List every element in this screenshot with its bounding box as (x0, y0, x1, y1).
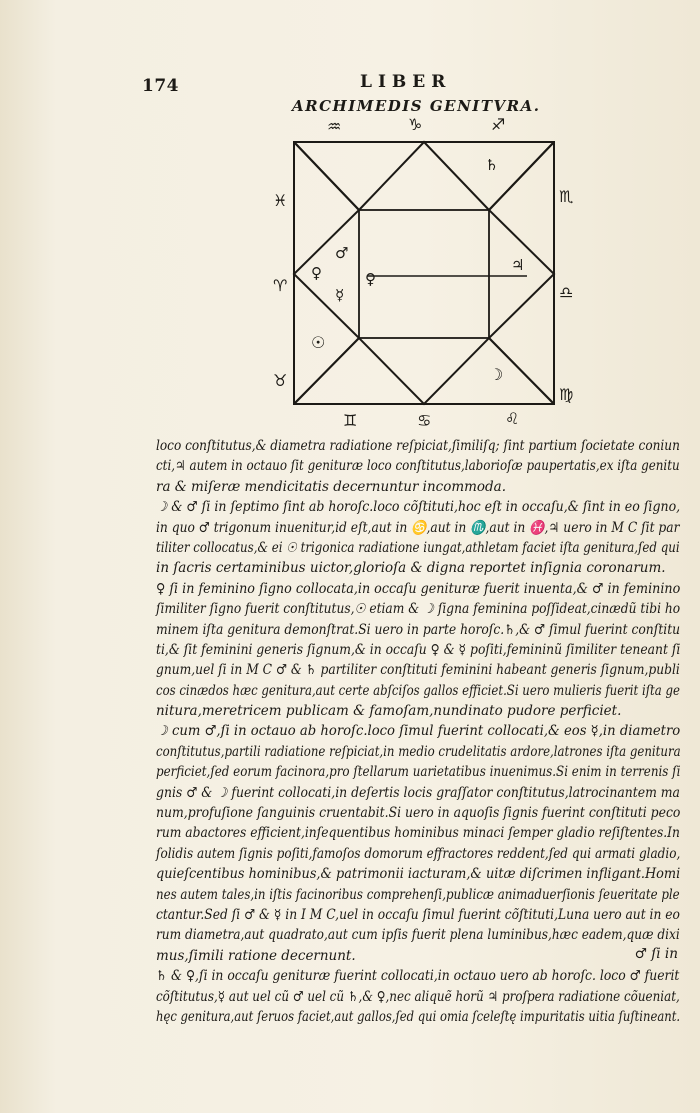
sign-right-2: ♎ (559, 283, 574, 302)
sign-top-1: ♒ (327, 117, 342, 136)
text-line: mus,ſimili ratione decernunt. (156, 947, 356, 964)
running-head: LIBER (360, 72, 452, 92)
text-line: quieſcentibus hominibus,& patrimonii iacturam,& uitæ diſcrimen infligant.Homi (156, 866, 681, 883)
text-line: ſolidis autem ſignis poſiti,famoſos domorum effractores reddent,ſed qui armati gladio, (156, 845, 681, 862)
venus-center: ♀ (365, 270, 376, 288)
text-line: num,profuſione ſanguinis cruentabit.Si uero in aquoſis ſignis fuerint conſtituti peco (156, 805, 681, 822)
chart-bottom-triangles (294, 338, 554, 404)
venus-in-chart: ♀ (311, 264, 322, 282)
text-line: ♄ & ♀,ſi in occaſu genituræ fuerint collocati,in octauo uero ab horoſc. loco ♂ fuerit (156, 968, 680, 985)
text-line: minem iſta genitura demonſtrat.Si uero in parte horoſc.♄,& ♂ ſimul fuerint conſtitu (156, 621, 681, 638)
text-line: ti,& ſit feminini generis ſignum,& in occaſu ♀ & ☿ poſiti,femininũ ſimiliter teneant ſi (156, 641, 681, 658)
text-line: conſtitutus,partili radiatione reſpiciat,in medio crudelitatis ardore,latrones iſta genitura (156, 743, 681, 760)
sign-bottom-3: ♌ (505, 409, 520, 428)
sign-left-2: ♈ (273, 276, 288, 295)
sign-bottom-2: ♋ (417, 411, 432, 430)
sign-left-1: ♓ (273, 191, 288, 210)
chart-left-triangles (294, 142, 359, 404)
text-line: tiliter collocatus,& ei ☉ trigonica radiatione iungat,athletam faciet iſta genitura,ſed qui (156, 539, 680, 556)
text-line: hęc genitura,aut ſeruos faciet,aut gallos,ſed qui omia ſceleſtę impuritatis uitia ſuſtineant. (156, 1008, 681, 1025)
jupiter-in-chart: ♃ (511, 256, 525, 274)
text-line: cõſtitutus,☿ aut uel cũ ♂ uel cũ ♄,& ♀,nec aliquẽ horũ ♃ proſpera radiatione cõueniat, (156, 988, 680, 1005)
moon-in-chart: ☽ (489, 365, 504, 384)
text-line: gnis ♂ & ☽ fuerint collocati,in deſertis locis graſſator conſtitutus,latrocinantem ma (156, 784, 680, 801)
page-number: 174 (142, 76, 179, 96)
sign-right-3: ♍ (559, 385, 574, 404)
body-text (156, 436, 684, 1027)
text-line: ☽ & ♂ ſi in ſeptimo ſint ab horoſc.loco cõſtituti,hoc eſt in occaſu,& ſint in eo ſigno, (156, 499, 681, 516)
text-line: cti,♃ autem in octauo ſit genituræ loco conſtitutus,laborioſæ paupertatis,ex iſta genitu (156, 458, 680, 475)
text-line: gnum,uel ſi in M C ♂ & ♄ partiliter conſtituti feminini habeant generis ſignum,publi (156, 662, 680, 679)
text-line: ra & miſeræ mendicitatis decernuntur incommoda. (156, 478, 507, 495)
text-line: nes autem tales,in iſtis facinoribus comprehenſi,publicæ animaduerſionis ſeueritate ple (156, 886, 680, 903)
figure-title: ARCHIMEDIS GENITVRA. (292, 97, 541, 115)
text-line: in ſacris certaminibus uictor,glorioſa & digna reportet inſignia coronarum. (156, 560, 666, 577)
text-line: loco conſtitutus,& diametra radiatione reſpiciat,ſimiliſq; ſint partium ſocietate coniun (156, 438, 680, 454)
text-line: rum diametra,aut quadrato,aut cum ipſis fuerit plena luminibus,hæc eadem,quæ dixi (156, 927, 680, 944)
horoscope-chart (255, 108, 595, 428)
text-line: in quo ♂ trigonum inuenitur,id eſt,aut in ♋,aut in ♏,aut in ♓,♃ uero in M C ſit par (156, 519, 680, 536)
chart-inner-square (359, 210, 489, 338)
text-line: ſimiliter ſigno fuerit conſtitutus,☉ etiam & ☽ ſigna feminina poſſideat,cinædũ tibi ho (156, 601, 681, 618)
mars-in-chart: ♂ (335, 244, 349, 262)
sign-right-1: ♏ (559, 187, 574, 206)
text-line: perficiet,ſed eorum facinora,pro ſtellarum uarietatibus inuenimus.Si enim in terrenis ſi (156, 764, 681, 781)
sign-top-3: ♐ (491, 115, 506, 134)
text-line: ☽ cum ♂,ſi in octauo ab horoſc.loco ſimul fuerint collocati,& eos ☿,in diametro (156, 723, 681, 740)
text-line: cos cinædos hæc genitura,aut certe abſciſos gallos efficiet.Si uero mulieris fuerit iſta ge (156, 682, 680, 699)
sign-top-2: ♑ (408, 115, 423, 134)
text-line: rum abactores efficient,inſequentibus hominibus minaci ſemper gladio reſiſtentes.In (156, 825, 680, 842)
mercury-in-chart: ☿ (335, 286, 345, 304)
sun-in-chart: ☉ (311, 333, 326, 352)
catchword: ♂ ſi in (634, 946, 678, 962)
text-line: ctantur.Sed ſi ♂ & ☿ in I M C,uel in occaſu ſimul fuerint cõſtituti,Luna uero aut in eo (156, 906, 680, 923)
sign-bottom-1: ♊ (343, 411, 358, 430)
chart-top-triangles (294, 142, 554, 210)
sign-left-3: ♉ (273, 371, 288, 390)
text-line: ♀ ſi in feminino ſigno collocata,in occaſu genituræ fuerit inuenta,& ♂ in feminino (156, 580, 681, 597)
saturn-in-chart: ♄ (485, 156, 499, 174)
text-line: nitura,meretricem publicam & famoſam,nundinato pudore perficiet. (156, 703, 622, 720)
